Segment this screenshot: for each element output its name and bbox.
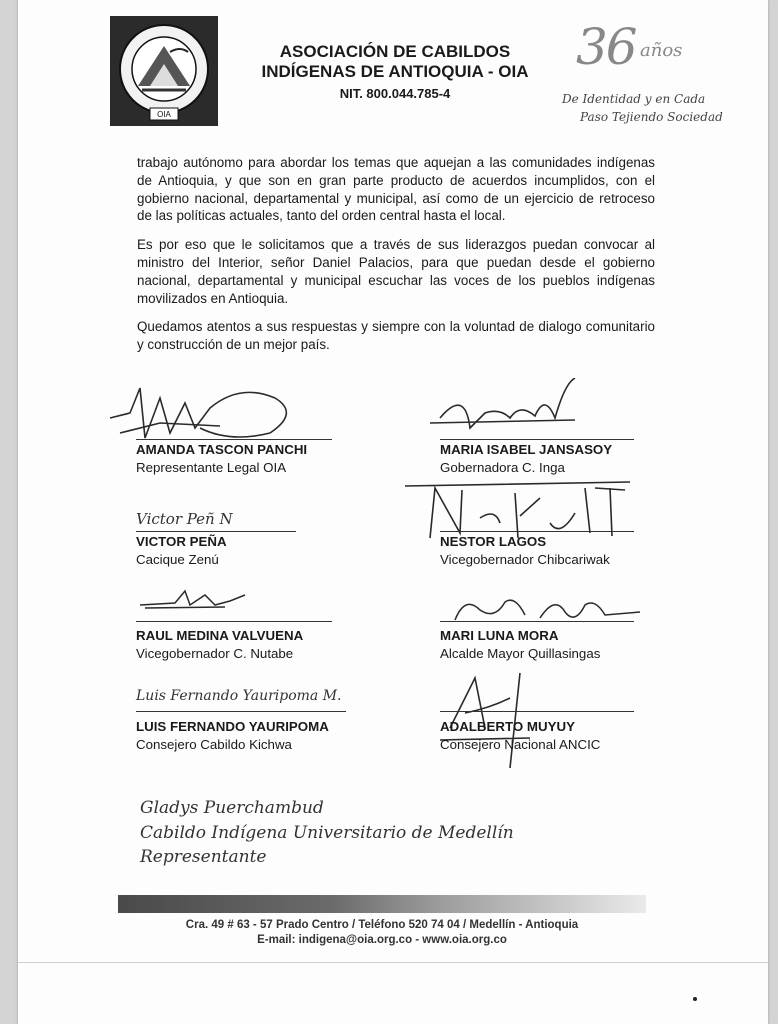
signature-line [440, 439, 634, 440]
body-paragraph: Es por eso que le solicitamos que a través de sus liderazgos puedan convocar al ministro del Interior, señor Daniel Palacios, para que puedan desde el gobierno nacional, departamental y municipal escuchar las voces de los pueblos indígenas movilizados en Antioquia. [137, 237, 655, 306]
footer-address: Cra. 49 # 63 - 57 Prado Centro / Teléfono 520 74 04 / Medellín - Antioquia [185, 919, 579, 931]
signatory-name: MARIA ISABEL JANSASOY [440, 442, 613, 457]
signatory-name: RAUL MEDINA VALVUENA [136, 628, 304, 643]
slogan-line1: De Identidad y en Cada [562, 92, 706, 106]
slogan-line2: Paso Tejiendo Sociedad [580, 110, 723, 124]
signatory-block [440, 441, 612, 477]
signatory-role: Vicegobernador Chibcariwak [440, 552, 610, 567]
signatory-role: Vicegobernador C. Nutabe [136, 646, 294, 661]
signatory-role: Consejero Cabildo Kichwa [136, 737, 292, 752]
anniversary-number: 36 [576, 18, 636, 76]
body-paragraph: Quedamos atentos a sus respuestas y siempre con la voluntad de dialogo comunitario y construcción de un mejor país. [137, 319, 655, 353]
oia-seal-icon [110, 16, 218, 126]
anniversary-badge [562, 18, 723, 128]
signatory-block [136, 441, 307, 477]
signatory-name: VICTOR PEÑA [136, 534, 227, 549]
handwritten-note-line: Cabildo Indígena Universitario de Medellín [140, 823, 514, 843]
signatory-block [136, 533, 227, 569]
signatory-block [136, 627, 303, 663]
logo-bottom-text: OIA [157, 110, 171, 119]
signatory-block [440, 533, 610, 569]
signatory-name: LUIS FERNANDO YAURIPOMA [136, 719, 329, 734]
letter-body [137, 154, 655, 365]
signatory-name: MARI LUNA MORA [440, 628, 559, 643]
oia-logo [110, 16, 218, 126]
signatory-name: ADALBERTO MUYUY [440, 719, 575, 734]
org-nit: NIT. 800.044.785-4 [339, 86, 451, 101]
org-name-line2: INDÍGENAS DE ANTIOQUIA - OIA [261, 62, 529, 81]
handwritten-note-line: Representante [140, 847, 267, 867]
signatory-name: AMANDA TASCON PANCHI [136, 442, 308, 457]
signature-line [136, 531, 296, 532]
signatory-block [440, 718, 600, 754]
handwritten-note-line: Gladys Puerchambud [140, 798, 324, 818]
signature-line [136, 711, 346, 712]
footer-gradient-bar [118, 895, 646, 913]
page-divider [18, 962, 768, 963]
signature-line [136, 439, 332, 440]
signatory-role: Representante Legal OIA [136, 460, 287, 475]
signatory-role: Cacique Zenú [136, 552, 219, 567]
signature-line [440, 621, 634, 622]
handwritten-signature: Victor Peñ N [136, 510, 233, 528]
signature-line [440, 711, 634, 712]
body-paragraph: trabajo autónomo para abordar los temas que aquejan a las comunidades indígenas de Antioquia, y que son en gran parte producto de acuerdos incumplidos, con el gobierno nacional, departamental y municipal, así como de un ejercicio de retroceso de las políticas actuales, tanto del orden central hasta el local. [137, 155, 655, 224]
signatory-role: Gobernadora C. Inga [440, 460, 565, 475]
signatory-block [440, 627, 600, 663]
signatory-name: NESTOR LAGOS [440, 534, 547, 549]
org-name [235, 42, 555, 82]
footer-email: E-mail: indigena@oia.org.co - www.oia.org.co [257, 934, 507, 946]
scan-dot [693, 997, 697, 1001]
signature-line [136, 621, 332, 622]
signatory-role: Consejero Nacional ANCIC [440, 737, 601, 752]
signature-line [440, 531, 634, 532]
org-name-line1: ASOCIACIÓN DE CABILDOS [279, 42, 511, 61]
anniversary-word: años [640, 40, 683, 61]
signatory-block [136, 718, 329, 754]
handwritten-signature: Luis Fernando Yauripoma M. [136, 688, 342, 704]
signatory-role: Alcalde Mayor Quillasingas [440, 646, 601, 661]
